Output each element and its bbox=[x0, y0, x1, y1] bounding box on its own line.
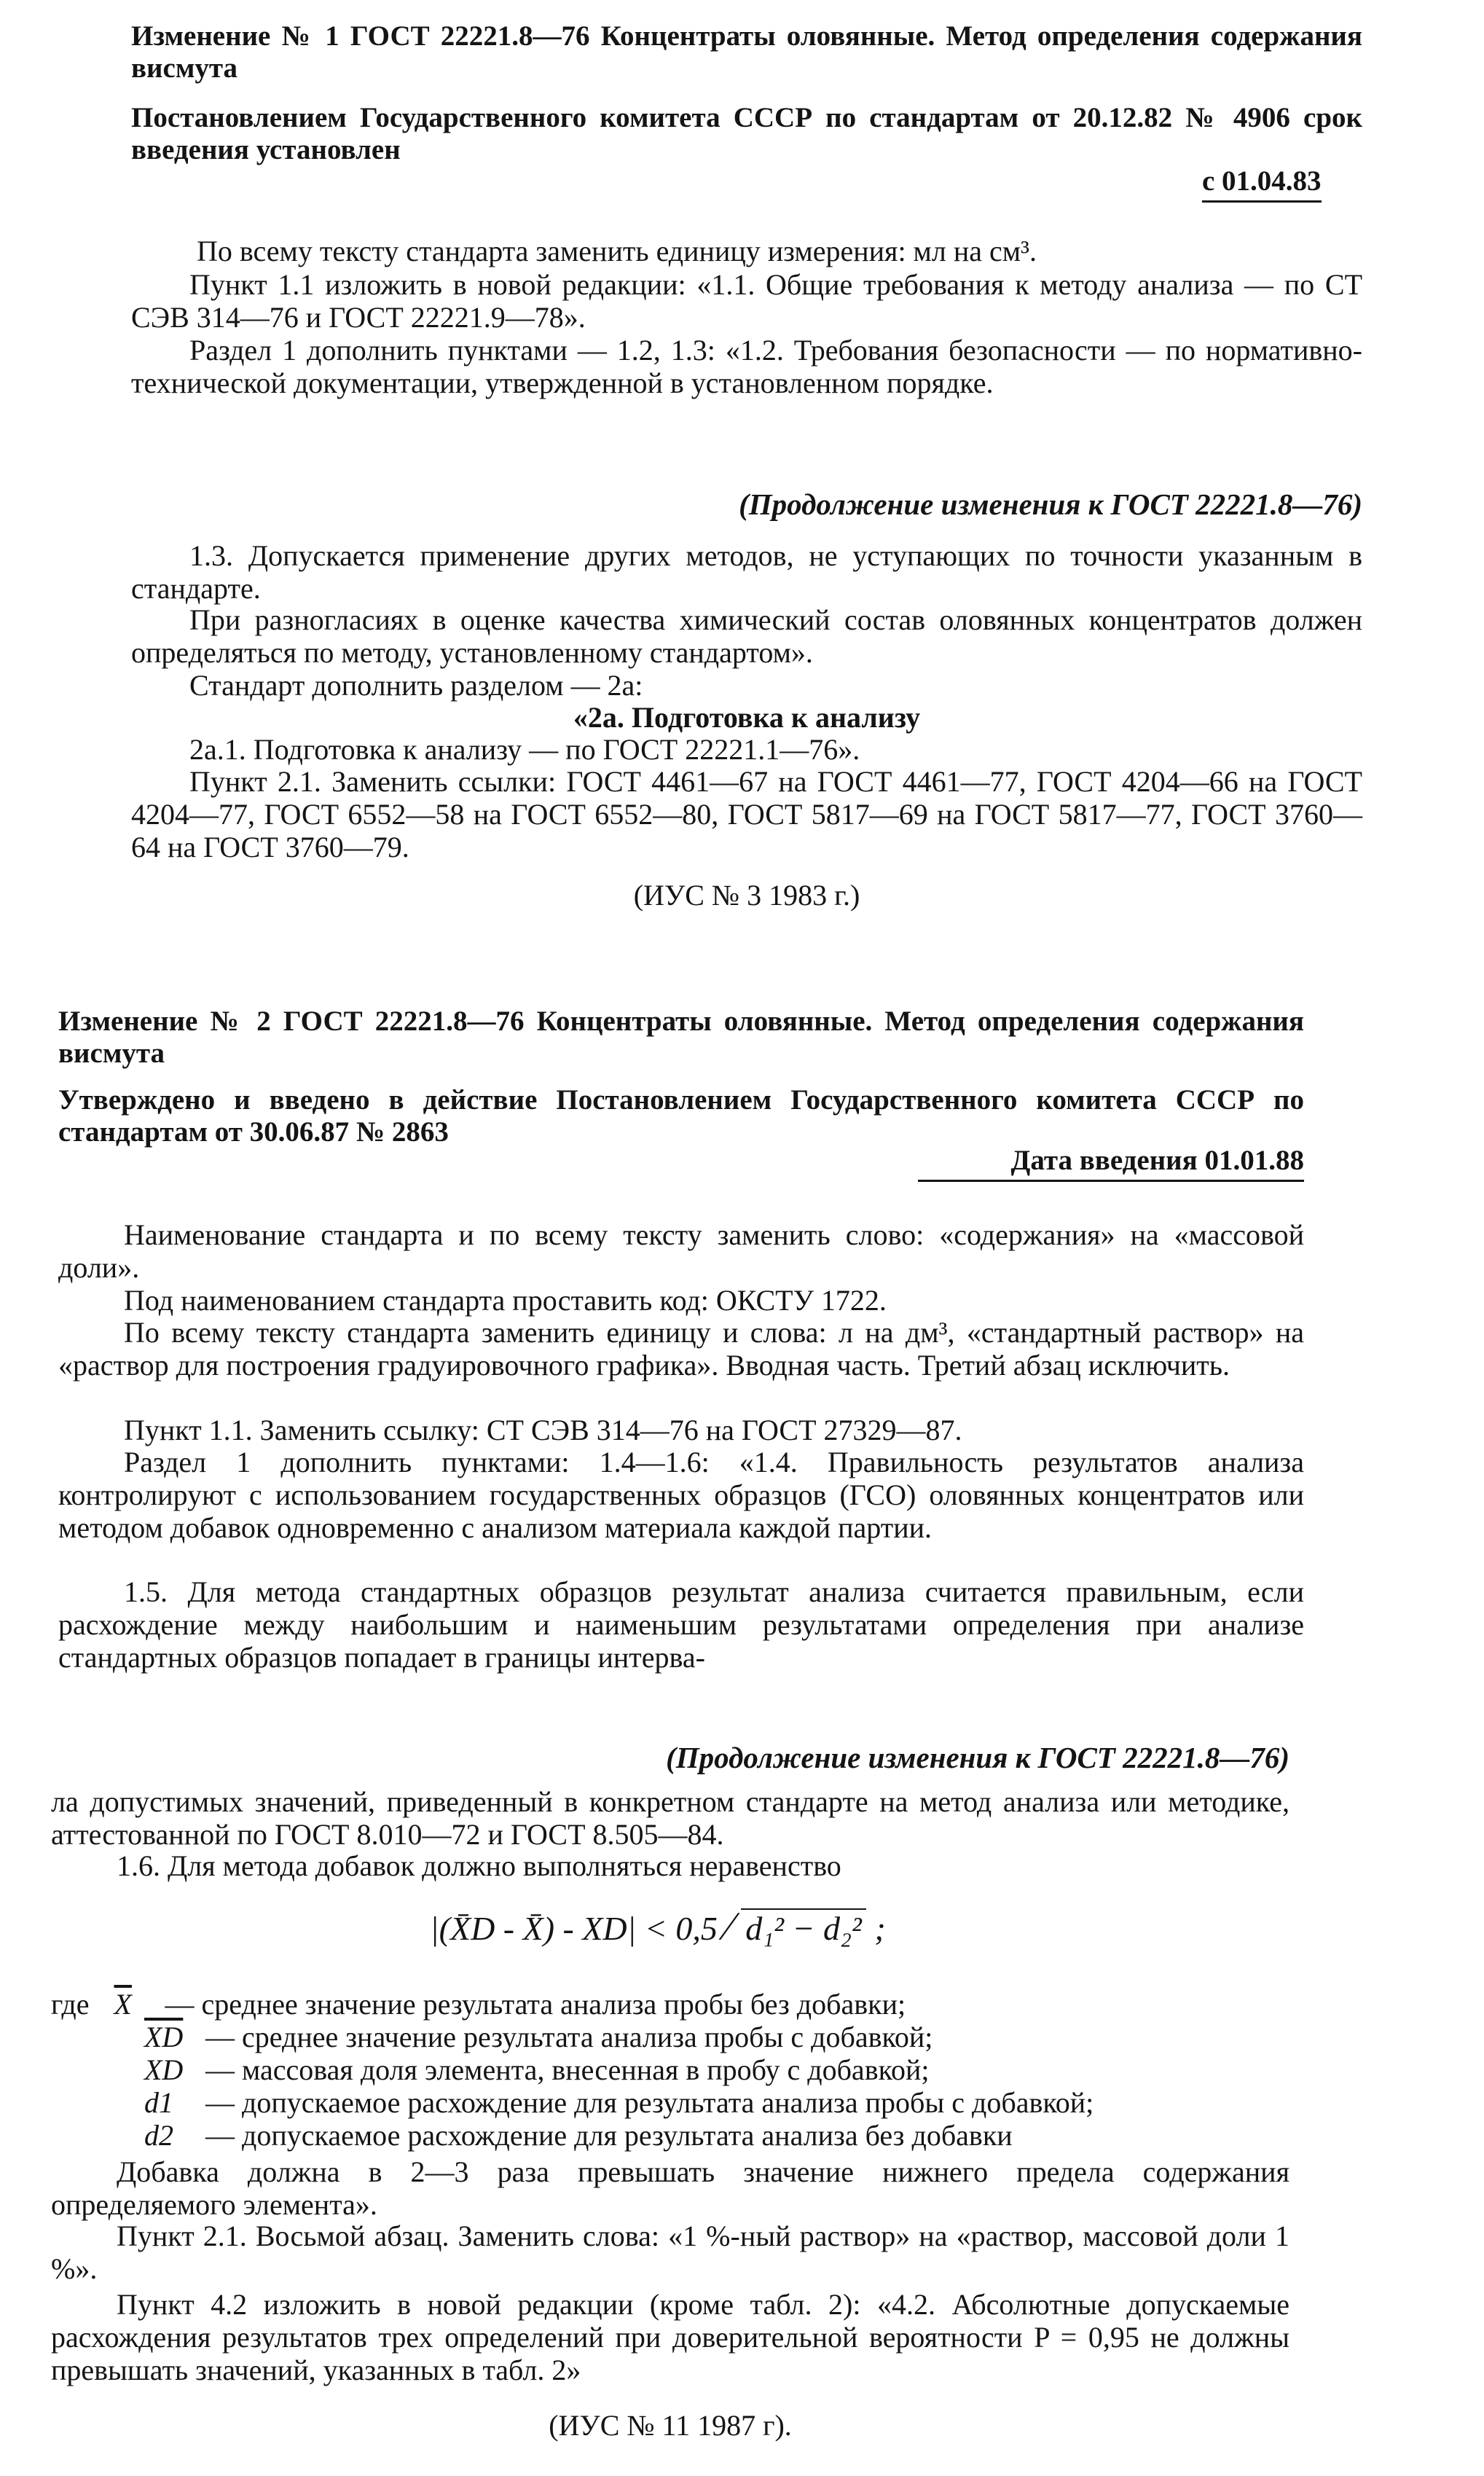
change2-effective-date: Дата введения 01.01.88 bbox=[918, 1144, 1304, 1182]
definition-symbol: $\overline{X}$ bbox=[114, 1988, 132, 2021]
change2-paragraph-3: По всему тексту стандарта заменить единицу и слова: л на дм³, «стандартный раствор» на «раствор для построения градуировочного графика». Вводная часть. Третий абзац исключить. bbox=[58, 1316, 1304, 1382]
change2-paragraph-9: Добавка должна в 2—3 раза превышать значение нижнего предела содержания определяемого элемента». bbox=[51, 2155, 1289, 2221]
change2-paragraph-11: Пункт 4.2 изложить в новой редакции (кроме табл. 2): «4.2. Абсолютные допускаемые расхождения результатов трех определений при доверительной вероятности P = 0,95 не должны превышать значений, указанных в табл. 2» bbox=[51, 2288, 1289, 2386]
change2-title: Изменение № 2 ГОСТ 22221.8—76 Концентраты оловянные. Метод определения содержания висмута bbox=[58, 1006, 1304, 1069]
change1-source: (ИУС № 3 1983 г.) bbox=[633, 879, 860, 912]
definition-row bbox=[51, 2021, 1304, 2053]
change2-paragraph-7: ла допустимых значений, приведенный в конкретном стандарте на метод анализа или методике, аттестованной по ГОСТ 8.010—72 и ГОСТ 8.505—84. bbox=[51, 1785, 1289, 1851]
definition-symbol: d1 bbox=[144, 2086, 173, 2119]
change1-paragraph-8: Пункт 2.1. Заменить ссылки: ГОСТ 4461—67 на ГОСТ 4461—77, ГОСТ 4204—66 на ГОСТ 4204—77, ГОСТ 6552—58 на ГОСТ 6552—80, ГОСТ 5817—69 на ГОСТ 5817—77, ГОСТ 3760—64 на ГОСТ 3760—79. bbox=[131, 765, 1362, 863]
change1-section-title: «2а. Подготовка к анализу bbox=[573, 701, 921, 734]
change2-paragraph-2: Под наименованием стандарта проставить код: ОКСТУ 1722. bbox=[124, 1284, 887, 1317]
change1-effective-date: с 01.04.83 bbox=[1202, 165, 1322, 203]
definition-text: — допускаемое расхождение для результата анализа без добавки bbox=[205, 2119, 1013, 2152]
formula-radicand: d₁² − d₂² bbox=[741, 1908, 866, 1947]
definitions-list bbox=[51, 1988, 1304, 2152]
change1-paragraph-5: При разногласиях в оценке качества химический состав оловянных концентратов должен определяться по методу, установленному стандартом». bbox=[131, 603, 1362, 669]
change2-paragraph-6: 1.5. Для метода стандартных образцов результат анализа считается правильным, если расхождение между наибольшим и наименьшим результатами определения при анализе стандартных образцов попадает в границы интерва- bbox=[58, 1575, 1304, 1674]
definition-row bbox=[51, 1988, 1304, 2021]
change1-paragraph-6: Стандарт дополнить разделом — 2а: bbox=[189, 669, 643, 702]
change1-continuation-header: (Продолжение изменения к ГОСТ 22221.8—76) bbox=[739, 487, 1362, 521]
formula-tail: ; bbox=[874, 1910, 886, 1947]
sqrt-symbol: ⁄ bbox=[726, 1904, 733, 1949]
definition-symbol: XD bbox=[144, 2053, 184, 2086]
change1-paragraph-3: Раздел 1 дополнить пунктами — 1.2, 1.3: «1.2. Требования безопасности — по нормативно-технической документации, утвержденной в установленном порядке. bbox=[131, 334, 1362, 399]
change2-paragraph-4: Пункт 1.1. Заменить ссылку: СТ СЭВ 314—76 на ГОСТ 27329—87. bbox=[124, 1414, 962, 1446]
change2-paragraph-1: Наименование стандарта и по всему тексту заменить слово: «содержания» на «массовой доли». bbox=[58, 1218, 1304, 1284]
change1-paragraph-4: 1.3. Допускается применение других методов, не уступающих по точности указанным в стандарте. bbox=[131, 539, 1362, 605]
change2-paragraph-5: Раздел 1 дополнить пунктами: 1.4—1.6: «1.4. Правильность результатов анализа контролируют с использованием государственных образцов (ГСО) оловянных концентратов или методом добавок одновременно с анализом материала каждой партии. bbox=[58, 1446, 1304, 1544]
change1-decree: Постановлением Государственного комитета СССР по стандартам от 20.12.82 № 4906 срок введения установлен bbox=[131, 102, 1362, 165]
formula-left-side: |(X̄D - X̄) - XD| < 0,5 bbox=[430, 1910, 718, 1947]
change2-paragraph-8: 1.6. Для метода добавок должно выполняться неравенство bbox=[117, 1849, 841, 1882]
definition-text: — допускаемое расхождение для результата анализа пробы с добавкой; bbox=[205, 2086, 1094, 2119]
definition-text: — среднее значение результата анализа пробы без добавки; bbox=[165, 1988, 906, 2021]
change1-paragraph-1: По всему тексту стандарта заменить единицу измерения: мл на см³. bbox=[197, 235, 1037, 267]
change1-paragraph-7: 2а.1. Подготовка к анализу — по ГОСТ 22221.1—76». bbox=[189, 733, 860, 766]
definition-row bbox=[51, 2086, 1304, 2119]
definition-symbol: $\overline{XD}$ bbox=[144, 2021, 184, 2053]
definition-symbol: d2 bbox=[144, 2119, 173, 2152]
definition-row bbox=[51, 2119, 1304, 2152]
change1-paragraph-2: Пункт 1.1 изложить в новой редакции: «1.1. Общие требования к методу анализа — по СТ СЭВ 314—76 и ГОСТ 22221.9—78». bbox=[131, 268, 1362, 334]
definition-text: — массовая доля элемента, внесенная в пробу с добавкой; bbox=[205, 2053, 930, 2086]
change2-continuation-header: (Продолжение изменения к ГОСТ 22221.8—76) bbox=[666, 1741, 1289, 1774]
definition-row bbox=[51, 2053, 1304, 2086]
inequality-formula bbox=[430, 1903, 1013, 1962]
where-label: где bbox=[51, 1988, 90, 2021]
definition-text: — среднее значение результата анализа пробы с добавкой; bbox=[205, 2021, 933, 2053]
change2-decree: Утверждено и введено в действие Постановлением Государственного комитета СССР по стандартам от 30.06.87 № 2863 bbox=[58, 1084, 1304, 1148]
change1-title: Изменение № 1 ГОСТ 22221.8—76 Концентраты оловянные. Метод определения содержания висмута bbox=[131, 20, 1362, 84]
change2-source: (ИУС № 11 1987 г). bbox=[549, 2409, 792, 2442]
change2-paragraph-10: Пункт 2.1. Восьмой абзац. Заменить слова: «1 %-ный раствор» на «раствор, массовой доли 1 %». bbox=[51, 2220, 1289, 2285]
